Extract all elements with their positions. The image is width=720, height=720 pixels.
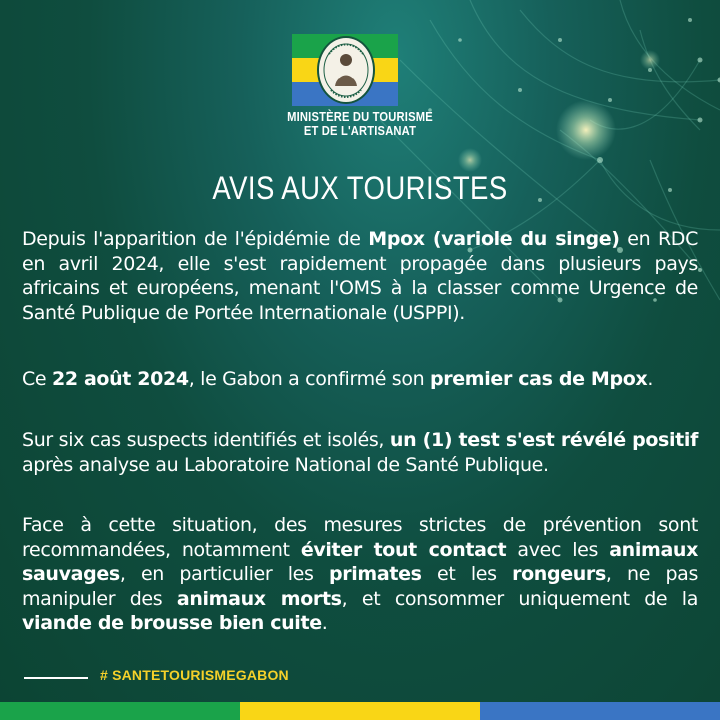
bottom-bar-blue [480, 702, 720, 720]
ministry-line-1: MINISTÈRE DU TOURISME [287, 109, 433, 124]
paragraph-test-result: Sur six cas suspects identifiés et isolés, un (1) test s'est révélé positif après analyse au Laboratoire National de Santé Publique. [22, 429, 698, 476]
page-title: AVIS AUX TOURISTES [212, 170, 508, 206]
paragraph-outbreak-context: Depuis l'apparition de l'épidémie de Mpox (variole du singe) en RDC en avril 2024, elle s'est rapidement propagée dans plusieurs pays africains et européens, menant l'OMS à la classer comme Urgence de Santé Publique de Portée Internationale (USPPI). [22, 228, 698, 324]
ministry-line-2: ET DE L'ARTISANAT [303, 123, 417, 138]
flag-bottom-bar [0, 702, 720, 720]
ministry-name [50, 110, 669, 138]
ministry-logo [292, 34, 398, 106]
seal-figure-icon [319, 38, 373, 102]
hashtag: # SANTETOURISMEGABON [100, 667, 289, 683]
paragraph-prevention-measures: Face à cette situation, des mesures strictes de prévention sont recommandées, notamment éviter tout contact avec les animaux sauvages, en particulier les primates et les rongeurs, ne pas manipuler des animaux morts, et consommer uniquement de la viande de brousse bien cuite. [22, 514, 698, 634]
republic-seal-emblem [317, 36, 375, 104]
paragraph-first-case: Ce 22 août 2024, le Gabon a confirmé son premier cas de Mpox. [22, 368, 654, 390]
bottom-bar-green [0, 702, 240, 720]
hashtag-divider [24, 677, 88, 679]
bottom-bar-yellow [240, 702, 480, 720]
